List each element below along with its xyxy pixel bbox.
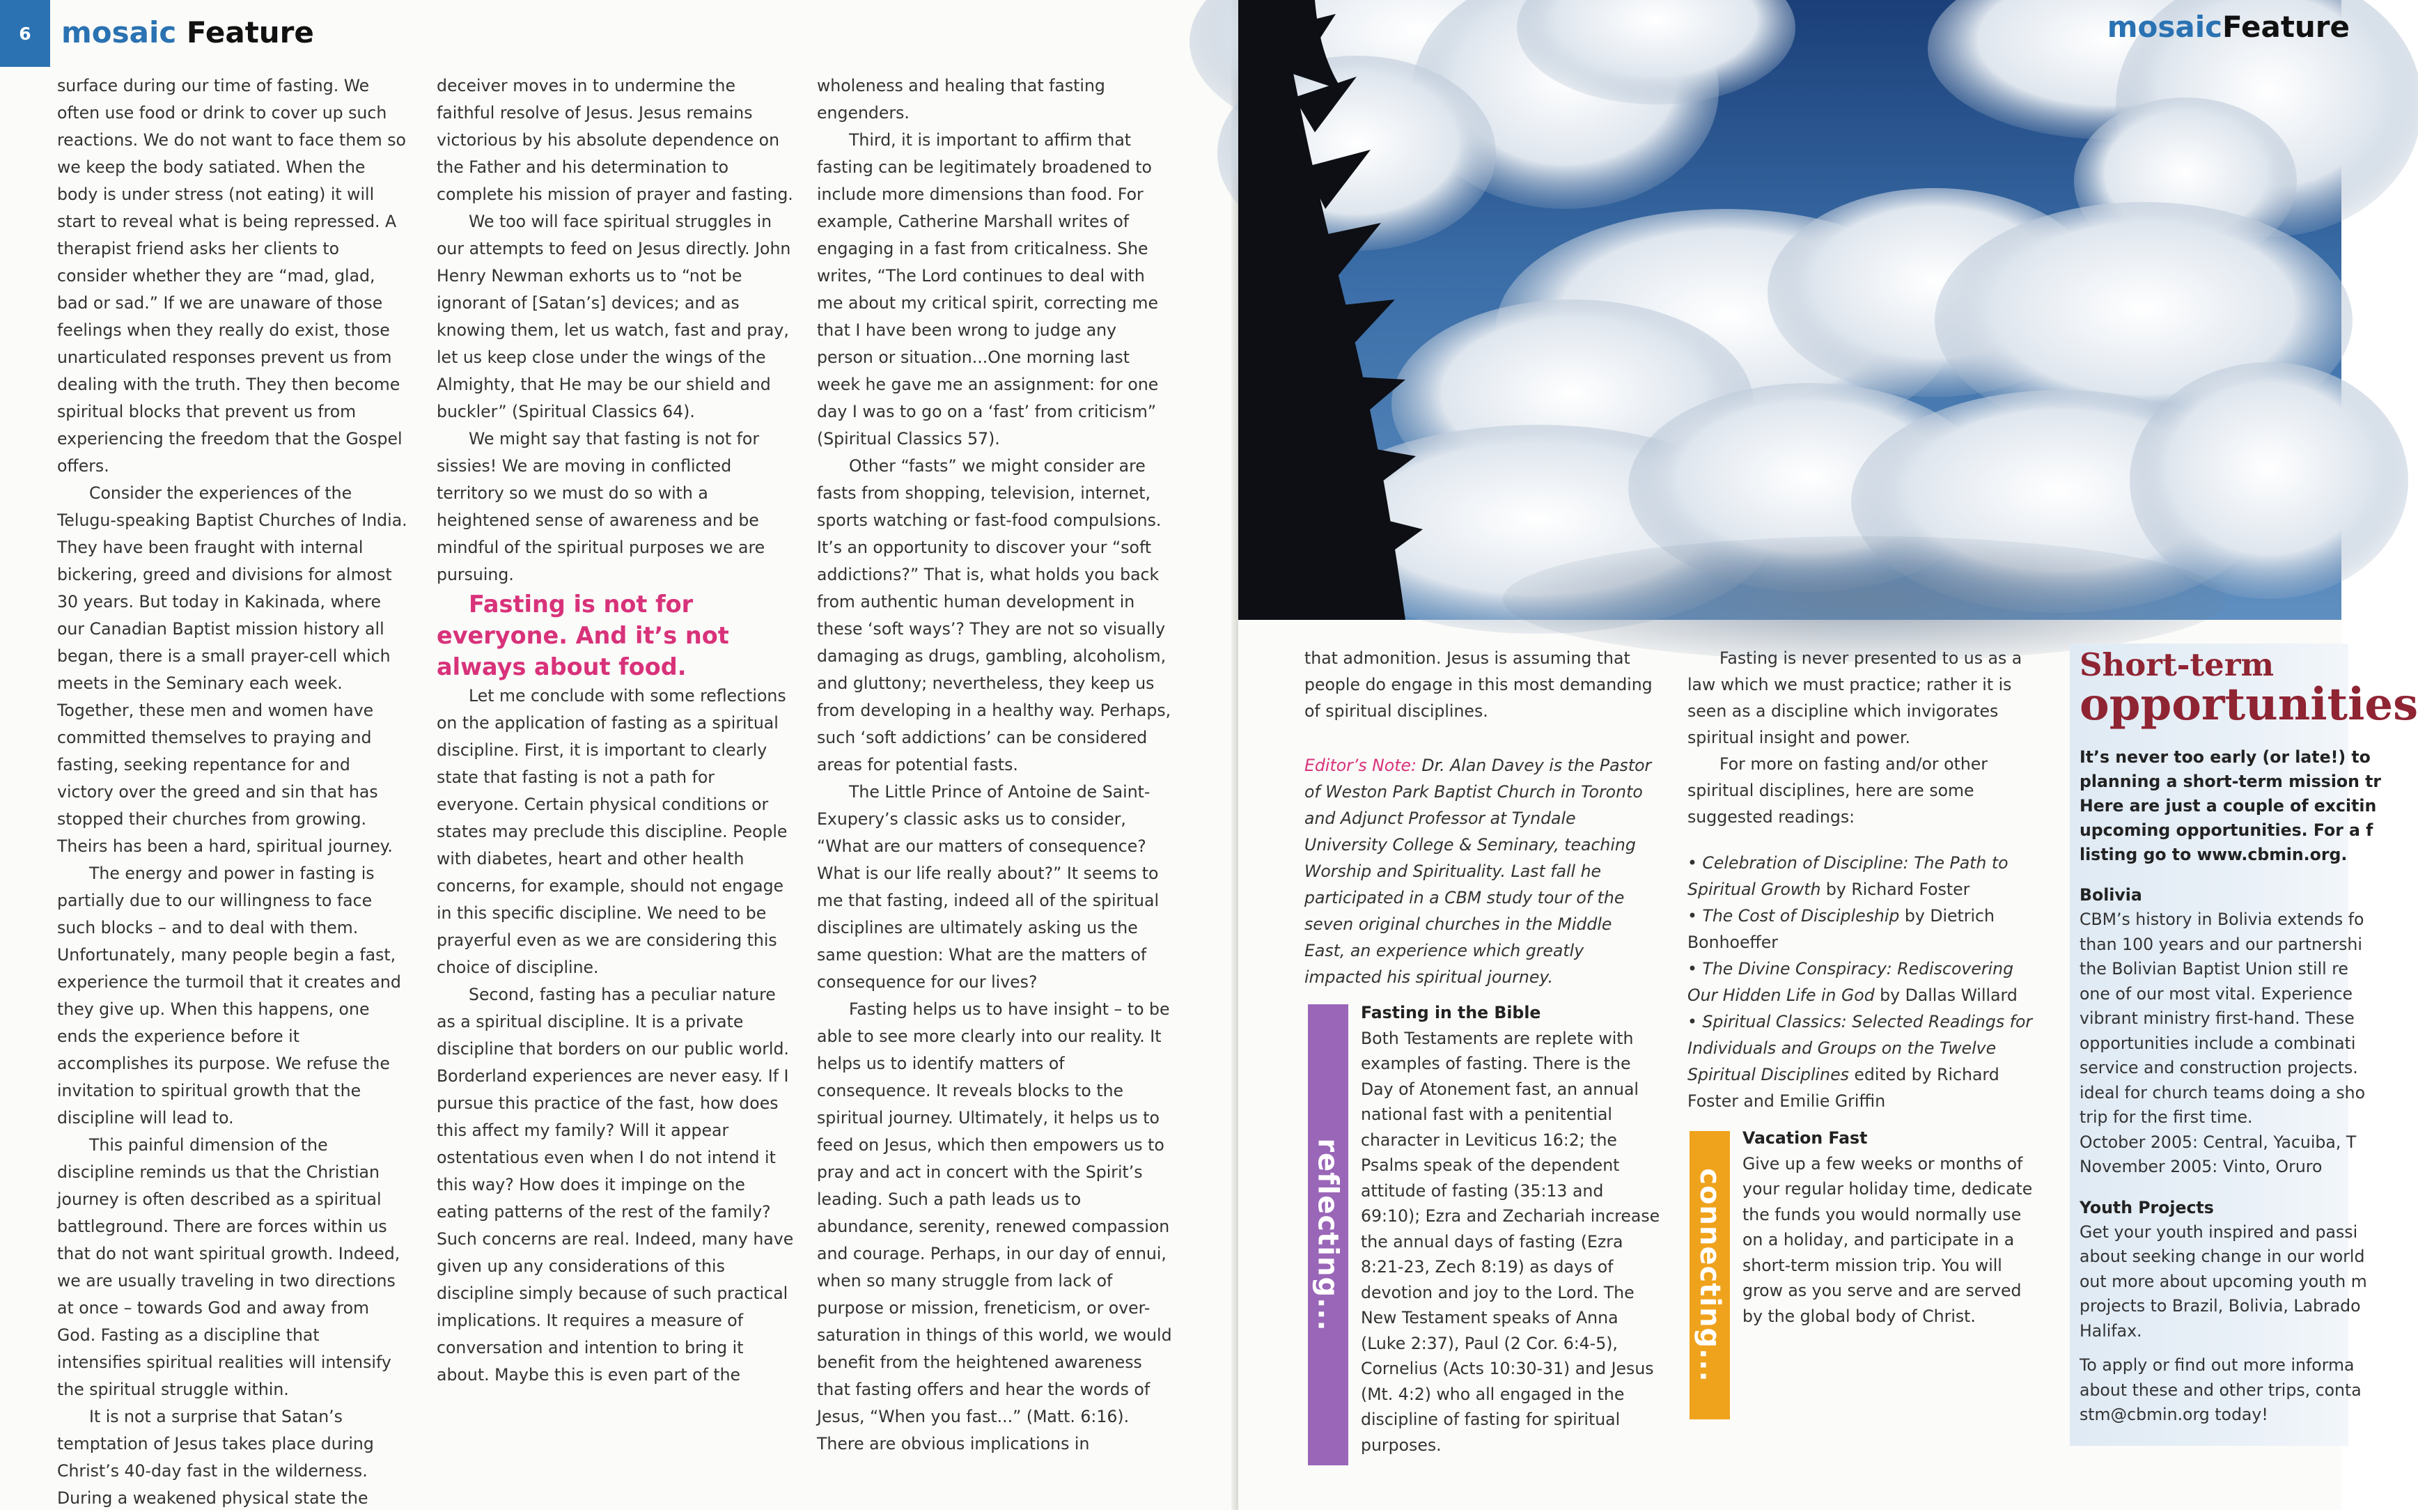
paragraph: Second, fasting has a peculiar nature as a spiritual discipline. It is a private discipline that borders on our public world. Borderland experiences are never easy. If I pursue this practice of the fast, how does this affect my family? Will it appear ostentatious even when I do not intend it this way? How does it impinge on the eating patterns of the rest of the family? Such concerns are real. Indeed, many have given up any considerations of this discipline simply because of such practical implications. It requires a measure of conversation and intention to bring it about. Maybe this is even part of the — [437, 985, 794, 1385]
paragraph: For more on fasting and/or other spiritual disciplines, here are some suggested readings: — [1687, 754, 1988, 827]
paragraph: surface during our time of fasting. We often use food or drink to cover up such reactions. We do not want to face them so we keep the body satiated. When the body is under stress (not eating) it will start to reveal what is being repressed. A therapist friend asks her clients to consider whether they are “mad, glad, bad or sad.” If we are unaware of those feelings when they really do exist, those unarticulated responses prevent us from dealing with the truth. They then become spiritual blocks that prevent us from experiencing the freedom that the Gospel offers. — [57, 76, 406, 476]
short-term-panel — [2070, 644, 2418, 1446]
article-column-3 — [817, 72, 1175, 1458]
reading-title: Celebration of Discipline: The Path to Spiritual Growth — [1687, 853, 2008, 899]
sky-illustration — [1238, 0, 2341, 620]
paragraph: Fasting is never presented to us as a law which we must practice; rather it is seen as a discipline which invigorates spiritual insight and power. — [1687, 648, 2022, 747]
right-page — [1238, 0, 2418, 1510]
youth-projects-heading: Youth Projects — [2080, 1197, 2214, 1217]
short-term-title: Short-term — [2080, 646, 2275, 683]
apply-text: To apply or find out more informa about these and other trips, conta stm@cbmin.org today! — [2080, 1355, 2362, 1424]
paragraph: Third, it is important to affirm that fasting can be legitimately broadened to include more dimensions than food. For example, Catherine Marshall writes of engaging in a fast from criticalness. She writes, “The Lord continues to deal with me about my critical spirit, correcting me that I have been wrong to judge any person or situation...One morning last week he gave me an assignment: for one day I was to go on a ‘fast’ from criticism” (Spiritual Classics 57). — [817, 130, 1159, 449]
paragraph: We might say that fasting is not for sissies! We are moving in conflicted territory so we must do so with a heightened sense of awareness and be mindful of the spiritual purposes we are pursuing. — [437, 429, 765, 584]
bolivia-heading: Bolivia — [2080, 885, 2142, 905]
paragraph: It is not a surprise that Satan’s temptation of Jesus takes place during Christ’s 40-day fast in the wilderness. During a weakened physical state the — [57, 1407, 374, 1508]
paragraph: The energy and power in fasting is partially due to our willingness to face such blocks – and to deal with them. Unfortunately, many people begin a fast, experience the turmoil that it creates and they give up. When this happens, one ends the experience before it accomplishes its purpose. We refuse the invitation to spiritual growth that the discipline will lead to. — [57, 864, 401, 1128]
article-column-2 — [437, 72, 795, 1389]
magazine-brand: mosaic — [2107, 10, 2222, 44]
reading-author: by Richard Foster — [1820, 880, 1970, 899]
magazine-brand: mosaic — [61, 15, 177, 49]
reading-author: by Dallas Willard — [1874, 985, 2018, 1005]
article-column-1 — [57, 72, 408, 1512]
reading-author: by Dietrich Bonhoeffer — [1687, 906, 1995, 952]
short-term-intro: It’s never too early (or late!) to planning a short-term mission tr Here are just a couple of excitin upcoming opportunities. For a f listing go to www.cbmin.org. — [2080, 747, 2382, 864]
section-label: Feature — [186, 15, 314, 49]
reading-author: edited by Richard Foster and Emilie Griffin — [1687, 1065, 1999, 1111]
pull-quote: Fasting is not for everyone. And it’s not always about food. — [437, 591, 729, 680]
reflecting-box — [1361, 1000, 1667, 1458]
editor-note — [1304, 752, 1653, 990]
paragraph: Fasting helps us to have insight – to be able to see more clearly into our reality. It helps us to identify matters of consequence. It reveals blocks to the spiritual journey. Ultimately, it helps us to feed on Jesus, which then empowers us to pray and act in concert with the Spirit’s leading. Such a path leads us to abundance, serenity, renewed compassion and courage. Perhaps, in our day of ennui, when so many struggle from lack of purpose or mission, freneticism, or over-saturation in things of this world, we would benefit from the heightened awareness that fasting offers and hear the words of Jesus, “When you fast...” (Matt. 6:16). There are obvious implications in — [817, 999, 1172, 1453]
reflecting-bar — [1308, 1004, 1348, 1465]
paragraph: The Little Prince of Antoine de Saint-Exupery’s classic asks us to consider, “What are our matters of consequence? What is our life really about?” It seems to me that fasting, indeed all of the spiritual disciplines are ultimately asking us the same question: What are the matters of consequence for our lives? — [817, 782, 1160, 992]
right-column-2 — [1687, 645, 2036, 1114]
section-label: Feature — [2222, 10, 2350, 44]
paragraph: that admonition. Jesus is assuming that people do engage in this most demanding of spiritual disciplines. — [1304, 648, 1653, 721]
connecting-title: Vacation Fast — [1742, 1128, 1868, 1148]
reading-title: Spiritual Classics: Selected Readings for Individuals and Groups on the Twelve Spiritual Disciplines — [1687, 1012, 2033, 1084]
reflecting-label: reflecting... — [1312, 1138, 1344, 1332]
reflecting-title: Fasting in the Bible — [1361, 1003, 1541, 1022]
paragraph: Let me conclude with some reflections on the application of fasting as a spiritual discipline. First, it is important to clearly state that fasting is not a path for everyone. Certain physical conditions or states may preclude this discipline. People with diabetes, heart and other health concerns, for example, should not engage in this specific discipline. We need to be prayerful even as we are considering this choice of discipline. — [437, 686, 788, 977]
editor-note-text: Dr. Alan Davey is the Pastor of Weston Park Baptist Church in Toronto and Adjunct Professor at Tyndale University College & Seminary, teaching Worship and Spirituality. Last fall he participated in a CBM study tour of the seven original churches in the Middle East, an experience which greatly impacted his spiritual journey. — [1304, 756, 1652, 987]
reflecting-text: Both Testaments are replete with examples of fasting. There is the Day of Atonement fast, an annual national fast with a penitential character in Leviticus 16:2; the Psalms speak of the dependent attitude of fasting (35:13 and 69:10); Ezra and Zechariah increase the annual days of fasting (Ezra 8:21-23, Zech 8:19) as days of devotion and joy to the Lord. The New Testament speaks of Anna (Luke 2:37), Paul (2 Cor. 6:4-5), Cornelius (Acts 10:30-31) and Jesus (Mt. 4:2) who all engaged in the discipline of fasting for spiritual purposes. — [1361, 1028, 1660, 1455]
right-column-1 — [1304, 645, 1653, 990]
reading-list: • Celebration of Discipline: The Path to Spiritual Growth by Richard Foster • The Cost of Discipleship by Dietrich Bonhoeffer • The Divine Conspiracy: Rediscovering Our Hidden Life in God by Dallas Willard • Spiritual Classics: Selected Readings for Individuals and Groups on the Twelve Spiritual Disciplines edited by Richard Foster and Emilie Griffin — [1687, 853, 2033, 1111]
paragraph: Consider the experiences of the Telugu-speaking Baptist Churches of India. They have been fraught with internal bickering, greed and divisions for almost 30 years. But today in Kakinada, where our Canadian Baptist mission history all began, there is a small prayer-cell which meets in the Seminary each week. Together, these men and women have committed themselves to praying and fasting, seeking repentance for and victory over the greed and sin that has stopped their churches from growing. Theirs has been a hard, spiritual journey. — [57, 483, 407, 856]
bolivia-text: CBM’s history in Bolivia extends fo than 100 years and our partnershi the Bolivian Baptist Union still re one of our most vital. Experience vibrant ministry first-hand. These opportunities include a combinati service and construction projects. ideal for church teams doing a sho trip for the first time. October 2005: Central, Yacuiba, T November 2005: Vinto, Oruro — [2080, 910, 2366, 1176]
paragraph: This painful dimension of the discipline reminds us that the Christian journey is often described as a spiritual battleground. There are forces within us that do not want spiritual growth. Indeed, we are usually traveling in two directions at once – towards God and away from God. Fasting as a discipline that intensifies spiritual realities will intensify the spiritual struggle within. — [57, 1135, 400, 1399]
right-page-header — [2107, 10, 2350, 44]
paragraph: Other “fasts” we might consider are fasts from shopping, television, internet, sports watching or fast-food compulsions. It’s an opportunity to discover your “soft addictions?” That is, what holds you back from authentic human development in these ‘soft ways’? They are not so visually damaging as drugs, gambling, alcoholism, and gluttony; nevertheless, they keep us from developing in a healthy way. Perhaps, such ‘soft addictions’ can be considered areas for potential fasts. — [817, 456, 1171, 774]
connecting-label: connecting... — [1694, 1168, 1726, 1382]
connecting-box — [1742, 1125, 2035, 1329]
reading-title: The Divine Conspiracy: Rediscovering Our Hidden Life in God — [1687, 959, 2014, 1005]
editor-note-label: Editor’s Note: — [1304, 756, 1417, 775]
page-header — [61, 15, 314, 49]
youth-projects-text: Get your youth inspired and passi about seeking change in our world out more about upcoming youth m projects to Brazil, Bolivia, Labrado Halifax. — [2080, 1222, 2367, 1341]
connecting-text: Give up a few weeks or months of your regular holiday time, dedicate the funds you would normally use on a holiday, and participate in a short-term mission trip. You will grow as you serve and are served by the global body of Christ. — [1742, 1153, 2033, 1326]
paragraph: wholeness and healing that fasting engenders. — [817, 76, 1105, 123]
sky-clouds-photo — [1238, 0, 2350, 620]
opportunities-title: opportunities — [2080, 678, 2418, 731]
connecting-bar — [1690, 1131, 1730, 1419]
page-number: 6 — [0, 0, 50, 67]
paragraph: deceiver moves in to undermine the faithful resolve of Jesus. Jesus remains victorious by his absolute dependence on the Father and his determination to complete his mission of prayer and fasting. — [437, 76, 793, 204]
paragraph: We too will face spiritual struggles in our attempts to feed on Jesus directly. John Henry Newman exhorts us to “not be ignorant of [Satan’s] devices; and as knowing them, let us watch, fast and pray, let us keep close under the wings of the Almighty, that He may be our shield and buckler” (Spiritual Classics 64). — [437, 212, 791, 421]
reading-title: The Cost of Discipleship — [1702, 906, 1900, 926]
